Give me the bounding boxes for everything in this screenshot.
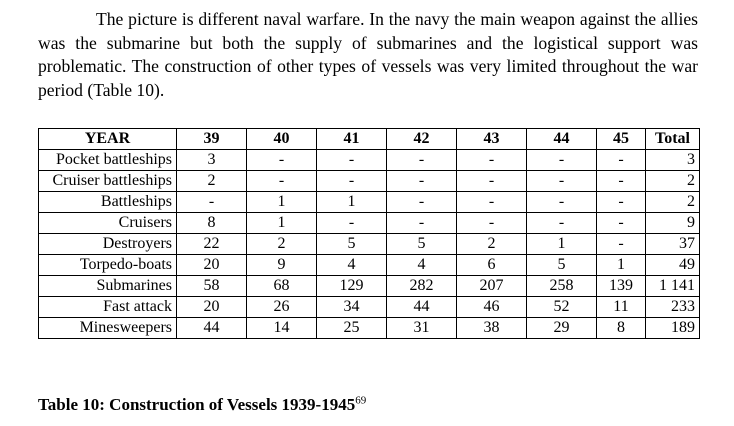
table-header-row [39, 129, 700, 150]
vessel-type-cell: Fast attack [39, 297, 177, 318]
total-cell: 49 [646, 255, 700, 276]
year-value-cell: - [317, 213, 387, 234]
year-value-cell: - [457, 213, 527, 234]
year-value-cell: 2 [247, 234, 317, 255]
year-value-cell: 11 [597, 297, 646, 318]
vessel-type-cell: Cruisers [39, 213, 177, 234]
year-value-cell: - [597, 150, 646, 171]
year-value-cell: 139 [597, 276, 646, 297]
year-value-cell: - [247, 150, 317, 171]
vessel-type-cell: Minesweepers [39, 318, 177, 339]
header-45: 45 [597, 129, 646, 150]
year-value-cell: 22 [177, 234, 247, 255]
year-value-cell: - [597, 213, 646, 234]
year-value-cell: 9 [247, 255, 317, 276]
total-cell: 189 [646, 318, 700, 339]
year-value-cell: 31 [387, 318, 457, 339]
year-value-cell: 129 [317, 276, 387, 297]
year-value-cell: 5 [527, 255, 597, 276]
table-row [39, 276, 700, 297]
year-value-cell: 1 [317, 192, 387, 213]
year-value-cell: 282 [387, 276, 457, 297]
table-row [39, 297, 700, 318]
header-39: 39 [177, 129, 247, 150]
year-value-cell: 38 [457, 318, 527, 339]
total-cell: 9 [646, 213, 700, 234]
year-value-cell: 258 [527, 276, 597, 297]
year-value-cell: - [527, 171, 597, 192]
year-value-cell: - [317, 150, 387, 171]
header-43: 43 [457, 129, 527, 150]
header-44: 44 [527, 129, 597, 150]
year-value-cell: 1 [527, 234, 597, 255]
year-value-cell: 68 [247, 276, 317, 297]
year-value-cell: - [387, 192, 457, 213]
year-value-cell: - [527, 213, 597, 234]
year-value-cell: - [457, 192, 527, 213]
table-body [39, 150, 700, 339]
year-value-cell: - [597, 234, 646, 255]
body-paragraph: The picture is different naval warfare. In the navy the main weapon against the allies was the submarine but both the supply of submarines and the logistical support was problematic. The construction of other types of vessels was very limited throughout the war period (Table 10). [38, 9, 698, 100]
year-value-cell: 44 [177, 318, 247, 339]
total-cell: 2 [646, 171, 700, 192]
total-cell: 3 [646, 150, 700, 171]
table-row [39, 234, 700, 255]
year-value-cell: 5 [317, 234, 387, 255]
year-value-cell: 2 [177, 171, 247, 192]
vessel-type-cell: Battleships [39, 192, 177, 213]
total-cell: 37 [646, 234, 700, 255]
year-value-cell: - [527, 192, 597, 213]
year-value-cell: - [387, 171, 457, 192]
header-year: YEAR [39, 129, 177, 150]
year-value-cell: 20 [177, 255, 247, 276]
header-41: 41 [317, 129, 387, 150]
year-value-cell: 52 [527, 297, 597, 318]
table-row [39, 150, 700, 171]
year-value-cell: 8 [597, 318, 646, 339]
year-value-cell: - [387, 213, 457, 234]
year-value-cell: 1 [247, 192, 317, 213]
year-value-cell: 29 [527, 318, 597, 339]
vessel-type-cell: Torpedo-boats [39, 255, 177, 276]
table-caption [38, 394, 366, 416]
year-value-cell: - [457, 171, 527, 192]
vessel-type-cell: Submarines [39, 276, 177, 297]
header-total: Total [646, 129, 700, 150]
vessel-type-cell: Cruiser battleships [39, 171, 177, 192]
year-value-cell: 4 [317, 255, 387, 276]
year-value-cell: - [317, 171, 387, 192]
table-row [39, 192, 700, 213]
year-value-cell: 58 [177, 276, 247, 297]
table-row [39, 213, 700, 234]
total-cell: 2 [646, 192, 700, 213]
year-value-cell: - [527, 150, 597, 171]
year-value-cell: 26 [247, 297, 317, 318]
caption-text: Table 10: Construction of Vessels 1939-1945 [38, 395, 356, 414]
year-value-cell: 8 [177, 213, 247, 234]
vessel-construction-table [38, 128, 700, 339]
year-value-cell: 2 [457, 234, 527, 255]
year-value-cell: 25 [317, 318, 387, 339]
year-value-cell: 1 [597, 255, 646, 276]
year-value-cell: 4 [387, 255, 457, 276]
year-value-cell: 207 [457, 276, 527, 297]
year-value-cell: 46 [457, 297, 527, 318]
year-value-cell: 5 [387, 234, 457, 255]
year-value-cell: - [597, 171, 646, 192]
year-value-cell: - [597, 192, 646, 213]
year-value-cell: - [247, 171, 317, 192]
year-value-cell: - [387, 150, 457, 171]
year-value-cell: - [457, 150, 527, 171]
total-cell: 233 [646, 297, 700, 318]
table-row [39, 318, 700, 339]
header-40: 40 [247, 129, 317, 150]
table-row [39, 255, 700, 276]
header-42: 42 [387, 129, 457, 150]
year-value-cell: 44 [387, 297, 457, 318]
total-cell: 1 141 [646, 276, 700, 297]
year-value-cell: 14 [247, 318, 317, 339]
year-value-cell: 34 [317, 297, 387, 318]
year-value-cell: 3 [177, 150, 247, 171]
year-value-cell: 20 [177, 297, 247, 318]
year-value-cell: 6 [457, 255, 527, 276]
vessel-type-cell: Pocket battleships [39, 150, 177, 171]
vessel-type-cell: Destroyers [39, 234, 177, 255]
table-row [39, 171, 700, 192]
year-value-cell: - [177, 192, 247, 213]
year-value-cell: 1 [247, 213, 317, 234]
footnote-marker: 69 [355, 394, 367, 407]
